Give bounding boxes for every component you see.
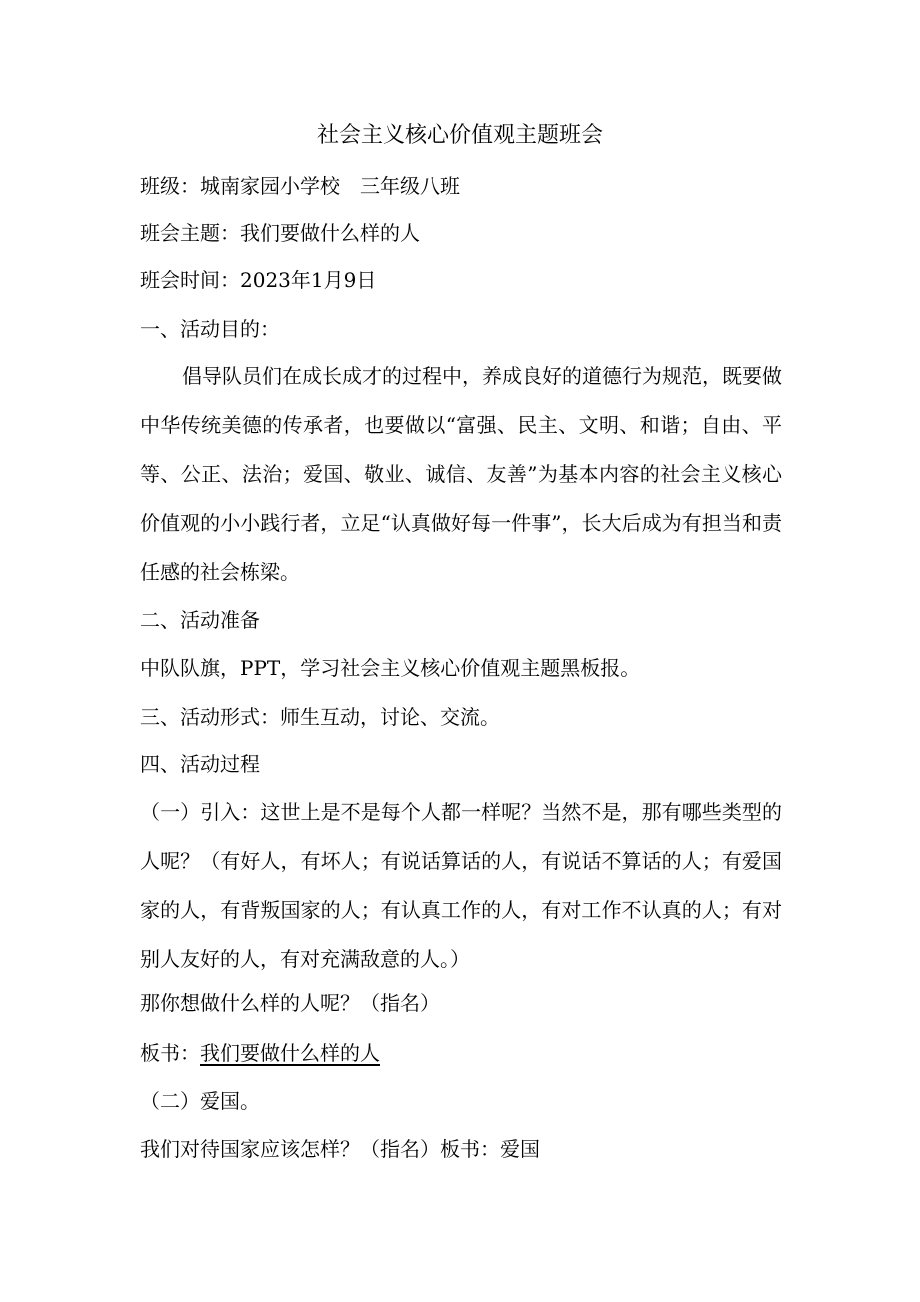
section1-heading: 一、活动目的： bbox=[140, 317, 280, 341]
meeting-theme: 班会主题：我们要做什么样的人 bbox=[140, 221, 420, 245]
section4-intro: （一）引入：这世上是不是每个人都一样呢？当然不是，那有哪些类型的人呢？（有好人，有坏人；有说话算话的人，有说话不算话的人；有爱国家的人，有背叛国家的人；有认真工作的人，有对工作不认真的人；有对别人友好的人，有对充满敌意的人。） bbox=[140, 800, 782, 971]
section4-sub2: （二）爱国。 bbox=[140, 1089, 260, 1113]
board-label: 板书： bbox=[140, 1041, 200, 1065]
board-text: 我们要做什么样的人 bbox=[200, 1041, 380, 1065]
section4-sub2-question: 我们对待国家应该怎样？（指名）板书：爱国 bbox=[140, 1137, 540, 1161]
section4-heading: 四、活动过程 bbox=[140, 752, 260, 776]
section2-heading: 二、活动准备 bbox=[140, 608, 260, 632]
meeting-time: 班会时间：2023年1月9日 bbox=[140, 268, 377, 292]
board-writing bbox=[140, 1035, 790, 1071]
section4-question: 那你想做什么样的人呢？（指名） bbox=[140, 991, 440, 1015]
section3-heading: 三、活动形式：师生互动，讨论、交流。 bbox=[140, 705, 500, 729]
section2-body: 中队队旗，PPT，学习社会主义核心价值观主题黑板报。 bbox=[140, 656, 641, 680]
section1-body: 倡导队员们在成长成才的过程中，养成良好的道德行为规范，既要做中华传统美德的传承者，也要做以“富强、民主、文明、和谐；自由、平等、公正、法治；爱国、敬业、诚信、友善”为基本内容的社会主义核心价值观的小小践行者，立足“认真做好每一件事”，长大后成为有担当和责任感的社会栋梁。 bbox=[140, 364, 782, 584]
class-info: 班级：城南家园小学校 三年级八班 bbox=[140, 174, 460, 198]
document-title: 社会主义核心价值观主题班会 bbox=[316, 123, 603, 148]
